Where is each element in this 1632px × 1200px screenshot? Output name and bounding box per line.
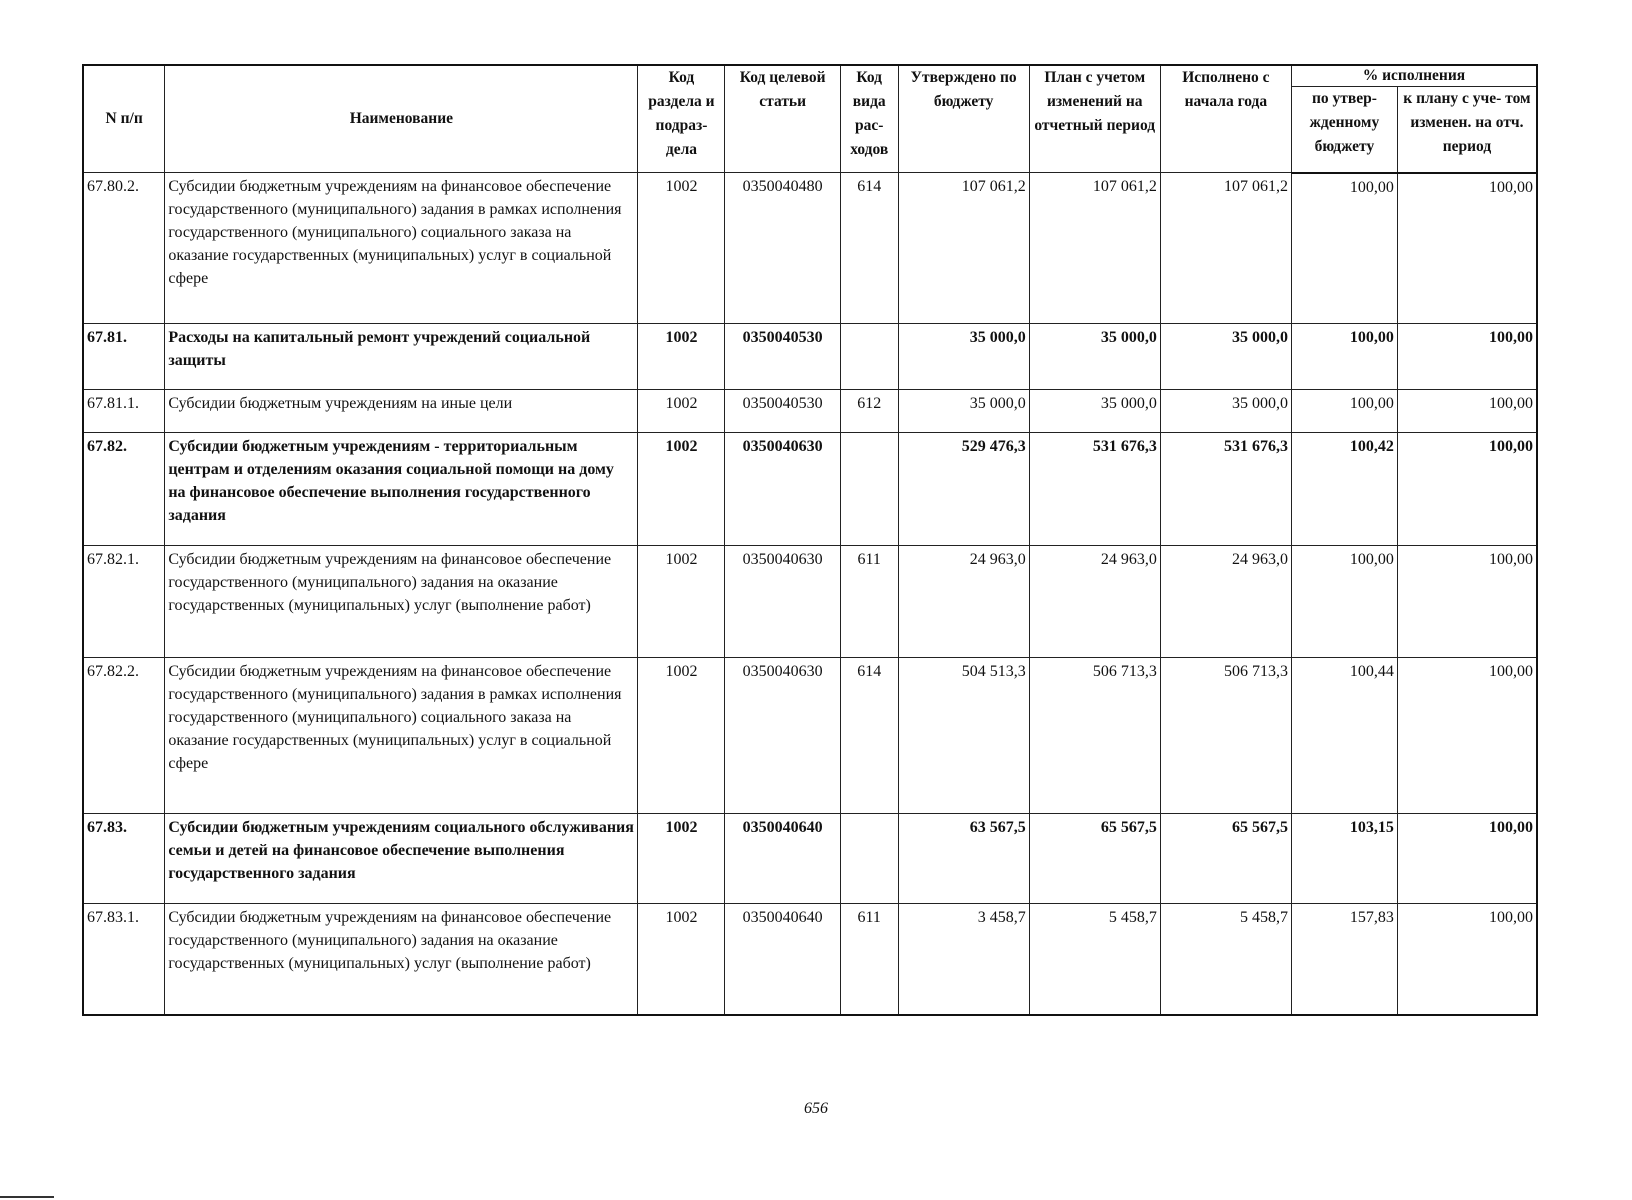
row-target-code: 0350040630 bbox=[725, 433, 840, 546]
row-section-code: 1002 bbox=[638, 904, 725, 1015]
row-name: Субсидии бюджетным учреждениям социального обслуживания семьи и детей на финансовое обеспечение выполнения государственного задания bbox=[165, 814, 638, 904]
row-pct-plan: 100,00 bbox=[1397, 546, 1537, 658]
row-name: Субсидии бюджетным учреждениям на финансовое обеспечение государственного (муниципального) задания в рамках исполнения государственного (муниципального) социального заказа на оказание государственных (муниципальных) услуг в социальной сфере bbox=[165, 173, 638, 324]
row-approved: 35 000,0 bbox=[898, 324, 1029, 390]
row-name: Субсидии бюджетным учреждениям на финансовое обеспечение государственного (муниципального) задания в рамках исполнения государственного (муниципального) социального заказа на оказание государственных (муниципальных) услуг в социальной сфере bbox=[165, 658, 638, 814]
row-pct-plan: 100,00 bbox=[1397, 904, 1537, 1015]
row-plan: 531 676,3 bbox=[1029, 433, 1160, 546]
row-expense-type: 611 bbox=[840, 546, 898, 658]
row-executed: 5 458,7 bbox=[1160, 904, 1291, 1015]
row-pct-plan: 100,00 bbox=[1397, 658, 1537, 814]
row-pct-budget: 100,42 bbox=[1291, 433, 1397, 546]
row-approved: 107 061,2 bbox=[898, 173, 1029, 324]
row-section-code: 1002 bbox=[638, 390, 725, 433]
row-approved: 529 476,3 bbox=[898, 433, 1029, 546]
header-section-code: Код раздела и подраз- дела bbox=[638, 65, 725, 173]
row-plan: 506 713,3 bbox=[1029, 658, 1160, 814]
row-pct-plan: 100,00 bbox=[1397, 390, 1537, 433]
page-number: 656 bbox=[804, 1100, 828, 1117]
row-approved: 63 567,5 bbox=[898, 814, 1029, 904]
row-executed: 107 061,2 bbox=[1160, 173, 1291, 324]
row-executed: 35 000,0 bbox=[1160, 324, 1291, 390]
header-target-code: Код целевой статьи bbox=[725, 65, 840, 173]
row-approved: 504 513,3 bbox=[898, 658, 1029, 814]
row-pct-plan: 100,00 bbox=[1397, 433, 1537, 546]
row-expense-type: 614 bbox=[840, 658, 898, 814]
row-plan: 5 458,7 bbox=[1029, 904, 1160, 1015]
row-section-code: 1002 bbox=[638, 433, 725, 546]
row-approved: 24 963,0 bbox=[898, 546, 1029, 658]
row-pct-budget: 100,44 bbox=[1291, 658, 1397, 814]
row-num: 67.82.2. bbox=[83, 658, 165, 814]
row-name: Субсидии бюджетным учреждениям на финансовое обеспечение государственного (муниципального) задания на оказание государственных (муниципальных) услуг (выполнение работ) bbox=[165, 546, 638, 658]
row-target-code: 0350040640 bbox=[725, 814, 840, 904]
row-name: Расходы на капитальный ремонт учреждений социальной защиты bbox=[165, 324, 638, 390]
row-plan: 65 567,5 bbox=[1029, 814, 1160, 904]
row-executed: 35 000,0 bbox=[1160, 390, 1291, 433]
row-executed: 24 963,0 bbox=[1160, 546, 1291, 658]
row-num: 67.83.1. bbox=[83, 904, 165, 1015]
table-row bbox=[83, 173, 1537, 324]
table-row bbox=[83, 546, 1537, 658]
header-name: Наименование bbox=[165, 65, 638, 173]
row-name: Субсидии бюджетным учреждениям на финансовое обеспечение государственного (муниципального) задания на оказание государственных (муниципальных) услуг (выполнение работ) bbox=[165, 904, 638, 1015]
row-pct-budget: 100,00 bbox=[1291, 546, 1397, 658]
budget-sheet bbox=[82, 64, 1538, 1033]
header-executed: Исполнено с начала года bbox=[1160, 65, 1291, 173]
table-row bbox=[83, 390, 1537, 433]
row-plan: 35 000,0 bbox=[1029, 390, 1160, 433]
row-section-code: 1002 bbox=[638, 546, 725, 658]
row-expense-type: 611 bbox=[840, 904, 898, 1015]
scan-edge-mark bbox=[0, 1196, 54, 1198]
table-row bbox=[83, 324, 1537, 390]
row-pct-plan: 100,00 bbox=[1397, 814, 1537, 904]
row-pct-budget: 157,83 bbox=[1291, 904, 1397, 1015]
row-pct-plan: 100,00 bbox=[1397, 324, 1537, 390]
row-name: Субсидии бюджетным учреждениям - территориальным центрам и отделениям оказания социальной помощи на дому на финансовое обеспечение выполнения государственного задания bbox=[165, 433, 638, 546]
row-plan: 24 963,0 bbox=[1029, 546, 1160, 658]
table-row bbox=[83, 904, 1537, 1015]
budget-execution-table bbox=[82, 64, 1538, 1016]
row-pct-budget: 103,15 bbox=[1291, 814, 1397, 904]
row-expense-type: 612 bbox=[840, 390, 898, 433]
row-target-code: 0350040530 bbox=[725, 390, 840, 433]
row-num: 67.82.1. bbox=[83, 546, 165, 658]
row-section-code: 1002 bbox=[638, 324, 725, 390]
row-executed: 65 567,5 bbox=[1160, 814, 1291, 904]
row-executed: 531 676,3 bbox=[1160, 433, 1291, 546]
header-percent-budget: по утвер- жденному бюджету bbox=[1291, 87, 1397, 173]
row-target-code: 0350040630 bbox=[725, 546, 840, 658]
row-section-code: 1002 bbox=[638, 173, 725, 324]
header-expense-type-code: Код вида рас- ходов bbox=[840, 65, 898, 173]
row-section-code: 1002 bbox=[638, 814, 725, 904]
row-approved: 3 458,7 bbox=[898, 904, 1029, 1015]
row-expense-type: 614 bbox=[840, 173, 898, 324]
row-expense-type bbox=[840, 433, 898, 546]
header-plan: План с учетом изменений на отчетный период bbox=[1029, 65, 1160, 173]
row-plan: 35 000,0 bbox=[1029, 324, 1160, 390]
header-approved: Утверждено по бюджету bbox=[898, 65, 1029, 173]
table-row bbox=[83, 814, 1537, 904]
header-num: N п/п bbox=[83, 65, 165, 173]
row-approved: 35 000,0 bbox=[898, 390, 1029, 433]
row-num: 67.83. bbox=[83, 814, 165, 904]
row-num: 67.81. bbox=[83, 324, 165, 390]
header-percent-group: % исполнения bbox=[1291, 65, 1537, 87]
table-row bbox=[83, 658, 1537, 814]
row-num: 67.82. bbox=[83, 433, 165, 546]
row-expense-type bbox=[840, 814, 898, 904]
row-pct-budget: 100,00 bbox=[1291, 173, 1397, 324]
row-target-code: 0350040640 bbox=[725, 904, 840, 1015]
row-executed: 506 713,3 bbox=[1160, 658, 1291, 814]
header-percent-plan: к плану с уче- том изменен. на отч. период bbox=[1397, 87, 1537, 173]
row-name: Субсидии бюджетным учреждениям на иные цели bbox=[165, 390, 638, 433]
table-row bbox=[83, 433, 1537, 546]
row-target-code: 0350040530 bbox=[725, 324, 840, 390]
header-row bbox=[83, 65, 1537, 87]
row-num: 67.81.1. bbox=[83, 390, 165, 433]
row-section-code: 1002 bbox=[638, 658, 725, 814]
row-expense-type bbox=[840, 324, 898, 390]
row-target-code: 0350040480 bbox=[725, 173, 840, 324]
row-plan: 107 061,2 bbox=[1029, 173, 1160, 324]
row-pct-plan: 100,00 bbox=[1397, 173, 1537, 324]
row-pct-budget: 100,00 bbox=[1291, 390, 1397, 433]
row-pct-budget: 100,00 bbox=[1291, 324, 1397, 390]
row-target-code: 0350040630 bbox=[725, 658, 840, 814]
row-num: 67.80.2. bbox=[83, 173, 165, 324]
